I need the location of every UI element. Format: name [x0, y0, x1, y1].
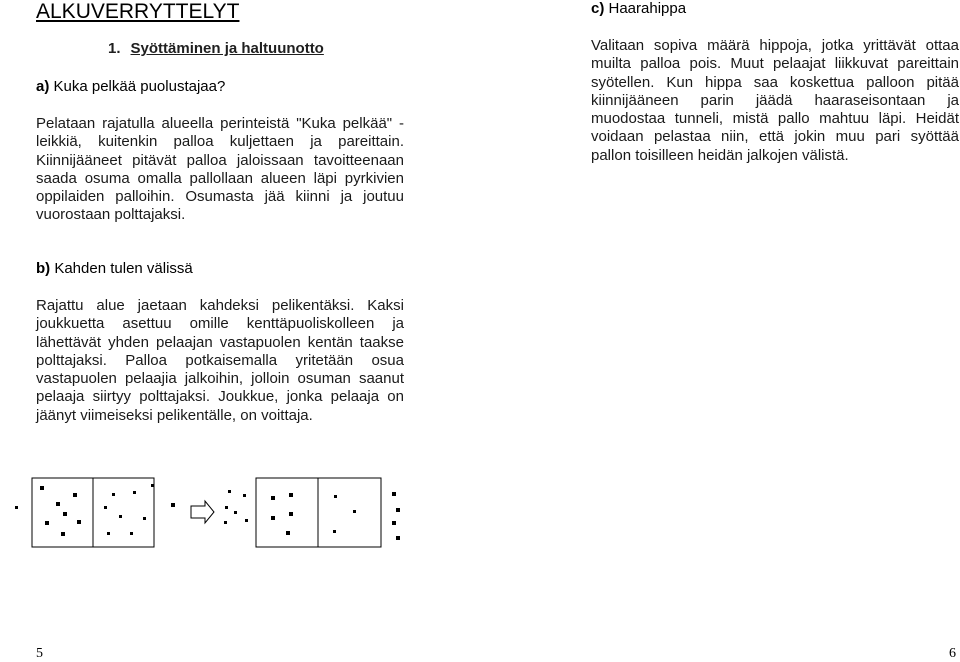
section-c-body: Valitaan sopiva määrä hippoja, jotka yrittävät ottaa muilta palloa pois. Muut pelaajat liikkuvat pareittain syötellen. Kun hippa saa koskettua palloon pitää kiinnijääneen parin jäädä haaraseisontaan ja muodostaa tunneli, mistä pallo mahtuu läpi. Heidät voidaan pelastaa niin, että jokin muu pari syöttää pallon toisilleen heidän jalkojen välistä.	[591, 37, 959, 164]
page-title: ALKUVERRYTTELYT	[36, 0, 240, 23]
chapter-number: 1.	[108, 40, 121, 57]
section-a-title: Kuka pelkää puolustajaa?	[49, 78, 226, 95]
section-c-letter: c)	[591, 0, 605, 17]
transition-arrow	[191, 501, 214, 523]
section-b-letter: b)	[36, 260, 51, 277]
section-a-letter: a)	[36, 78, 50, 95]
section-b-title: Kahden tulen välissä	[50, 260, 193, 277]
page-number-left: 5	[36, 646, 43, 661]
section-c-title: Haarahippa	[604, 0, 687, 17]
section-a-body: Pelataan rajatulla alueella perinteistä "Kuka pelkää" -leikkiä, kuitenkin palloa kuljettaen ja pareittain. Kiinnijääneet pitävät palloa jaloissaan tavoitteenaan saada osuma omalla pallollaan alueen läpi pyrkivien oppilaiden palloihin. Osumasta jää kiinni ja joutuu vuorostaan polttajaksi.	[36, 115, 404, 224]
players-right-field	[224, 490, 400, 540]
chapter-label: Syöttäminen ja haltuunotto	[130, 40, 324, 57]
section-b-body: Rajattu alue jaetaan kahdeksi pelikentäksi. Kaksi joukkuetta asettuu omille kenttäpuoliskolleen ja lähettävät yhden pelaajan vastapuolen kentän taakse polttajaksi. Palloa potkaisemalla yritetään osua vastapuolen pelaajia jalkoihin, jolloin osuman saanut pelaaja siirtyy polttajaksi. Joukkue, jonka pelaaja on jäänyt viimeiseksi pelikentälle, on voittaja.	[36, 297, 404, 424]
players-left-field	[15, 484, 175, 536]
page-number-right: 6	[949, 646, 956, 661]
